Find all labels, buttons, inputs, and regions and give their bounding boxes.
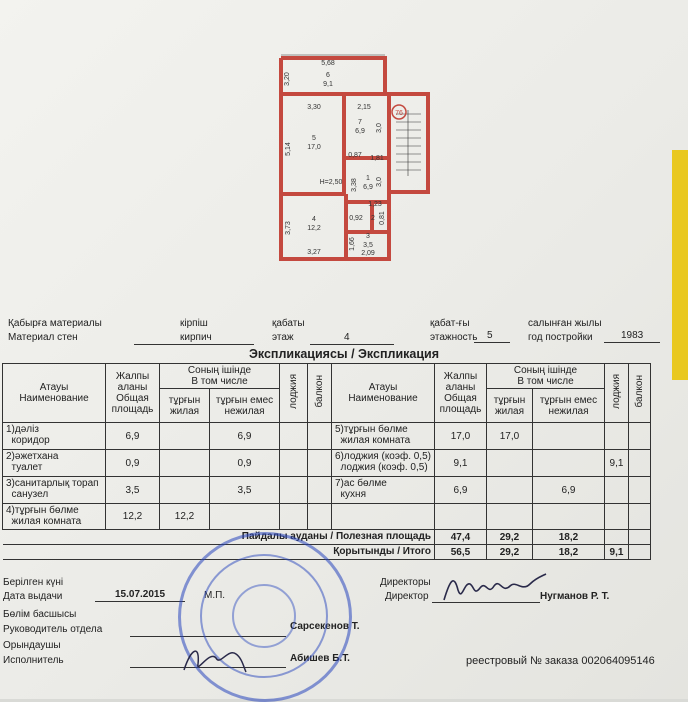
issued-label-ru: Дата выдачи <box>3 591 63 602</box>
floor-underline <box>310 344 394 345</box>
explication-title: Экспликациясы / Экспликация <box>248 347 439 361</box>
header-included: Соның ішінде В том числе <box>160 364 280 389</box>
plan-label: 5,14 <box>285 142 292 156</box>
plan-label: 2 <box>371 215 375 222</box>
dept-label-ru: Руководитель отдела <box>3 624 103 635</box>
table-row: 1)дәліз коридор 6,9 6,9 5)тұрғын бөлме жилая комната 17,0 17,0 <box>3 423 651 450</box>
year-value: 1983 <box>621 330 644 341</box>
year-label-ru: год постройки <box>528 332 593 343</box>
year-underline <box>604 342 660 343</box>
registry-number: реестровый № заказа 002064095146 <box>466 655 655 667</box>
director-label-ru: Директор <box>385 591 429 602</box>
seal-mark: М.П. <box>204 590 226 601</box>
table-row: 2)әжетхана туалет 0,9 0,9 6)лоджия (коэф. 0,5) лоджия (коэф. 0,5) 9,1 9,1 <box>3 450 651 477</box>
executor-signature <box>180 640 250 680</box>
plan-label: 3,38 <box>351 178 358 192</box>
plan-label: 9,1 <box>323 81 333 88</box>
plan-label: 5,68 <box>321 60 335 67</box>
plan-label: 2,09 <box>361 250 375 257</box>
floor-plan <box>276 52 436 264</box>
background-yellow-object <box>672 150 688 380</box>
plan-label: 17,0 <box>307 144 321 151</box>
explication-table <box>2 363 651 560</box>
header-total: Жалпы аланы Общая площадь <box>106 364 160 423</box>
plan-label: 0,87 <box>348 152 362 159</box>
plan-label: 1,81 <box>370 155 384 162</box>
exec-name: Абишев Б.Т. <box>290 653 350 664</box>
table-row: 3)санитарлық торап санузел 3,5 3,5 7)ас бөлме кухня 6,9 6,9 <box>3 477 651 504</box>
plan-label: 5 <box>312 135 316 142</box>
wall-label-kz: Қабырға материалы <box>8 318 102 329</box>
plan-label: 6,9 <box>363 184 373 191</box>
wall-underline <box>134 344 254 345</box>
wall-label-ru: Материал стен <box>8 332 78 343</box>
year-label-kz: салынған жылы <box>528 318 602 329</box>
floor-value: 4 <box>344 332 350 343</box>
floors-label-kz: қабат-ғы <box>430 318 470 329</box>
useful-area-row: Пайдалы ауданы / Полезная площадь 47,4 29,2 18,2 <box>3 530 651 545</box>
plan-label: 1 <box>366 175 370 182</box>
header-loggia: лоджия <box>280 364 308 423</box>
plan-label: 0,81 <box>379 211 386 225</box>
header-balcony: балкон <box>308 364 332 423</box>
floors-label-ru: этажность <box>430 332 478 343</box>
header-nonliving-right: тұрғын емес нежилая <box>532 389 604 423</box>
header-nonliving: тұрғын емес нежилая <box>210 389 280 423</box>
plan-label: 3 <box>366 233 370 240</box>
plan-label: 3,27 <box>307 249 321 256</box>
plan-label: 4 <box>312 216 316 223</box>
exec-label-kz: Орындаушы <box>3 640 61 651</box>
floors-value: 5 <box>487 330 493 341</box>
plan-label: 3,0 <box>376 177 383 187</box>
plan-label: 7 <box>358 119 362 126</box>
plan-label: 1,23 <box>368 201 382 208</box>
header-name: Атауы Наименование <box>3 364 106 423</box>
plan-label: 0,92 <box>349 215 363 222</box>
header-balcony-right: балкон <box>628 364 650 423</box>
plan-label: 2,15 <box>357 104 371 111</box>
director-signature <box>440 570 550 606</box>
plan-label: H=2,50 <box>319 179 343 186</box>
issued-underline <box>95 601 185 602</box>
total-row: Қорытынды / Итого 56,5 29,2 18,2 9,1 <box>3 545 651 560</box>
plan-label: 1,66 <box>349 237 356 251</box>
header-included-right: Соның ішінде В том числе <box>486 364 604 389</box>
header-living: тұрғын жилая <box>160 389 210 423</box>
header-living-right: тұрғын жилая <box>486 389 532 423</box>
plan-label: 3,30 <box>307 104 321 111</box>
plan-label: 3,5 <box>363 242 373 249</box>
exec-label-ru: Исполнитель <box>3 655 64 666</box>
dept-name: Сарсекенов Т. <box>290 621 360 632</box>
official-seal-emblem <box>232 584 296 648</box>
plan-label: 6,9 <box>355 128 365 135</box>
wall-value-kz: кірпіш <box>180 318 208 329</box>
header-name-right: Атауы Наименование <box>332 364 435 423</box>
issued-label-kz: Берілген күні <box>3 577 64 588</box>
issued-date: 15.07.2015 <box>115 589 166 600</box>
plan-label: 12,2 <box>307 225 321 232</box>
plan-label: 6 <box>326 72 330 79</box>
director-name: Нугманов Р. Т. <box>540 591 610 602</box>
header-loggia-right: лоджия <box>604 364 628 423</box>
table-row: 4)тұрғын бөлме жилая комната 12,2 12,2 <box>3 504 651 530</box>
floor-label-ru: этаж <box>272 332 294 343</box>
plan-label: 3,73 <box>285 221 292 235</box>
plan-stamp-number: 76 <box>395 110 403 117</box>
plan-label: 3,20 <box>284 72 291 86</box>
floors-underline <box>474 342 510 343</box>
plan-label: 3,0 <box>376 123 383 133</box>
dept-label-kz: Бөлім басшысы <box>3 609 77 620</box>
header-total-right: Жалпы аланы Общая площадь <box>434 364 486 423</box>
wall-value-ru: кирпич <box>180 332 212 343</box>
floor-label-kz: қабаты <box>272 318 305 329</box>
director-label-kz: Директоры <box>380 577 431 588</box>
